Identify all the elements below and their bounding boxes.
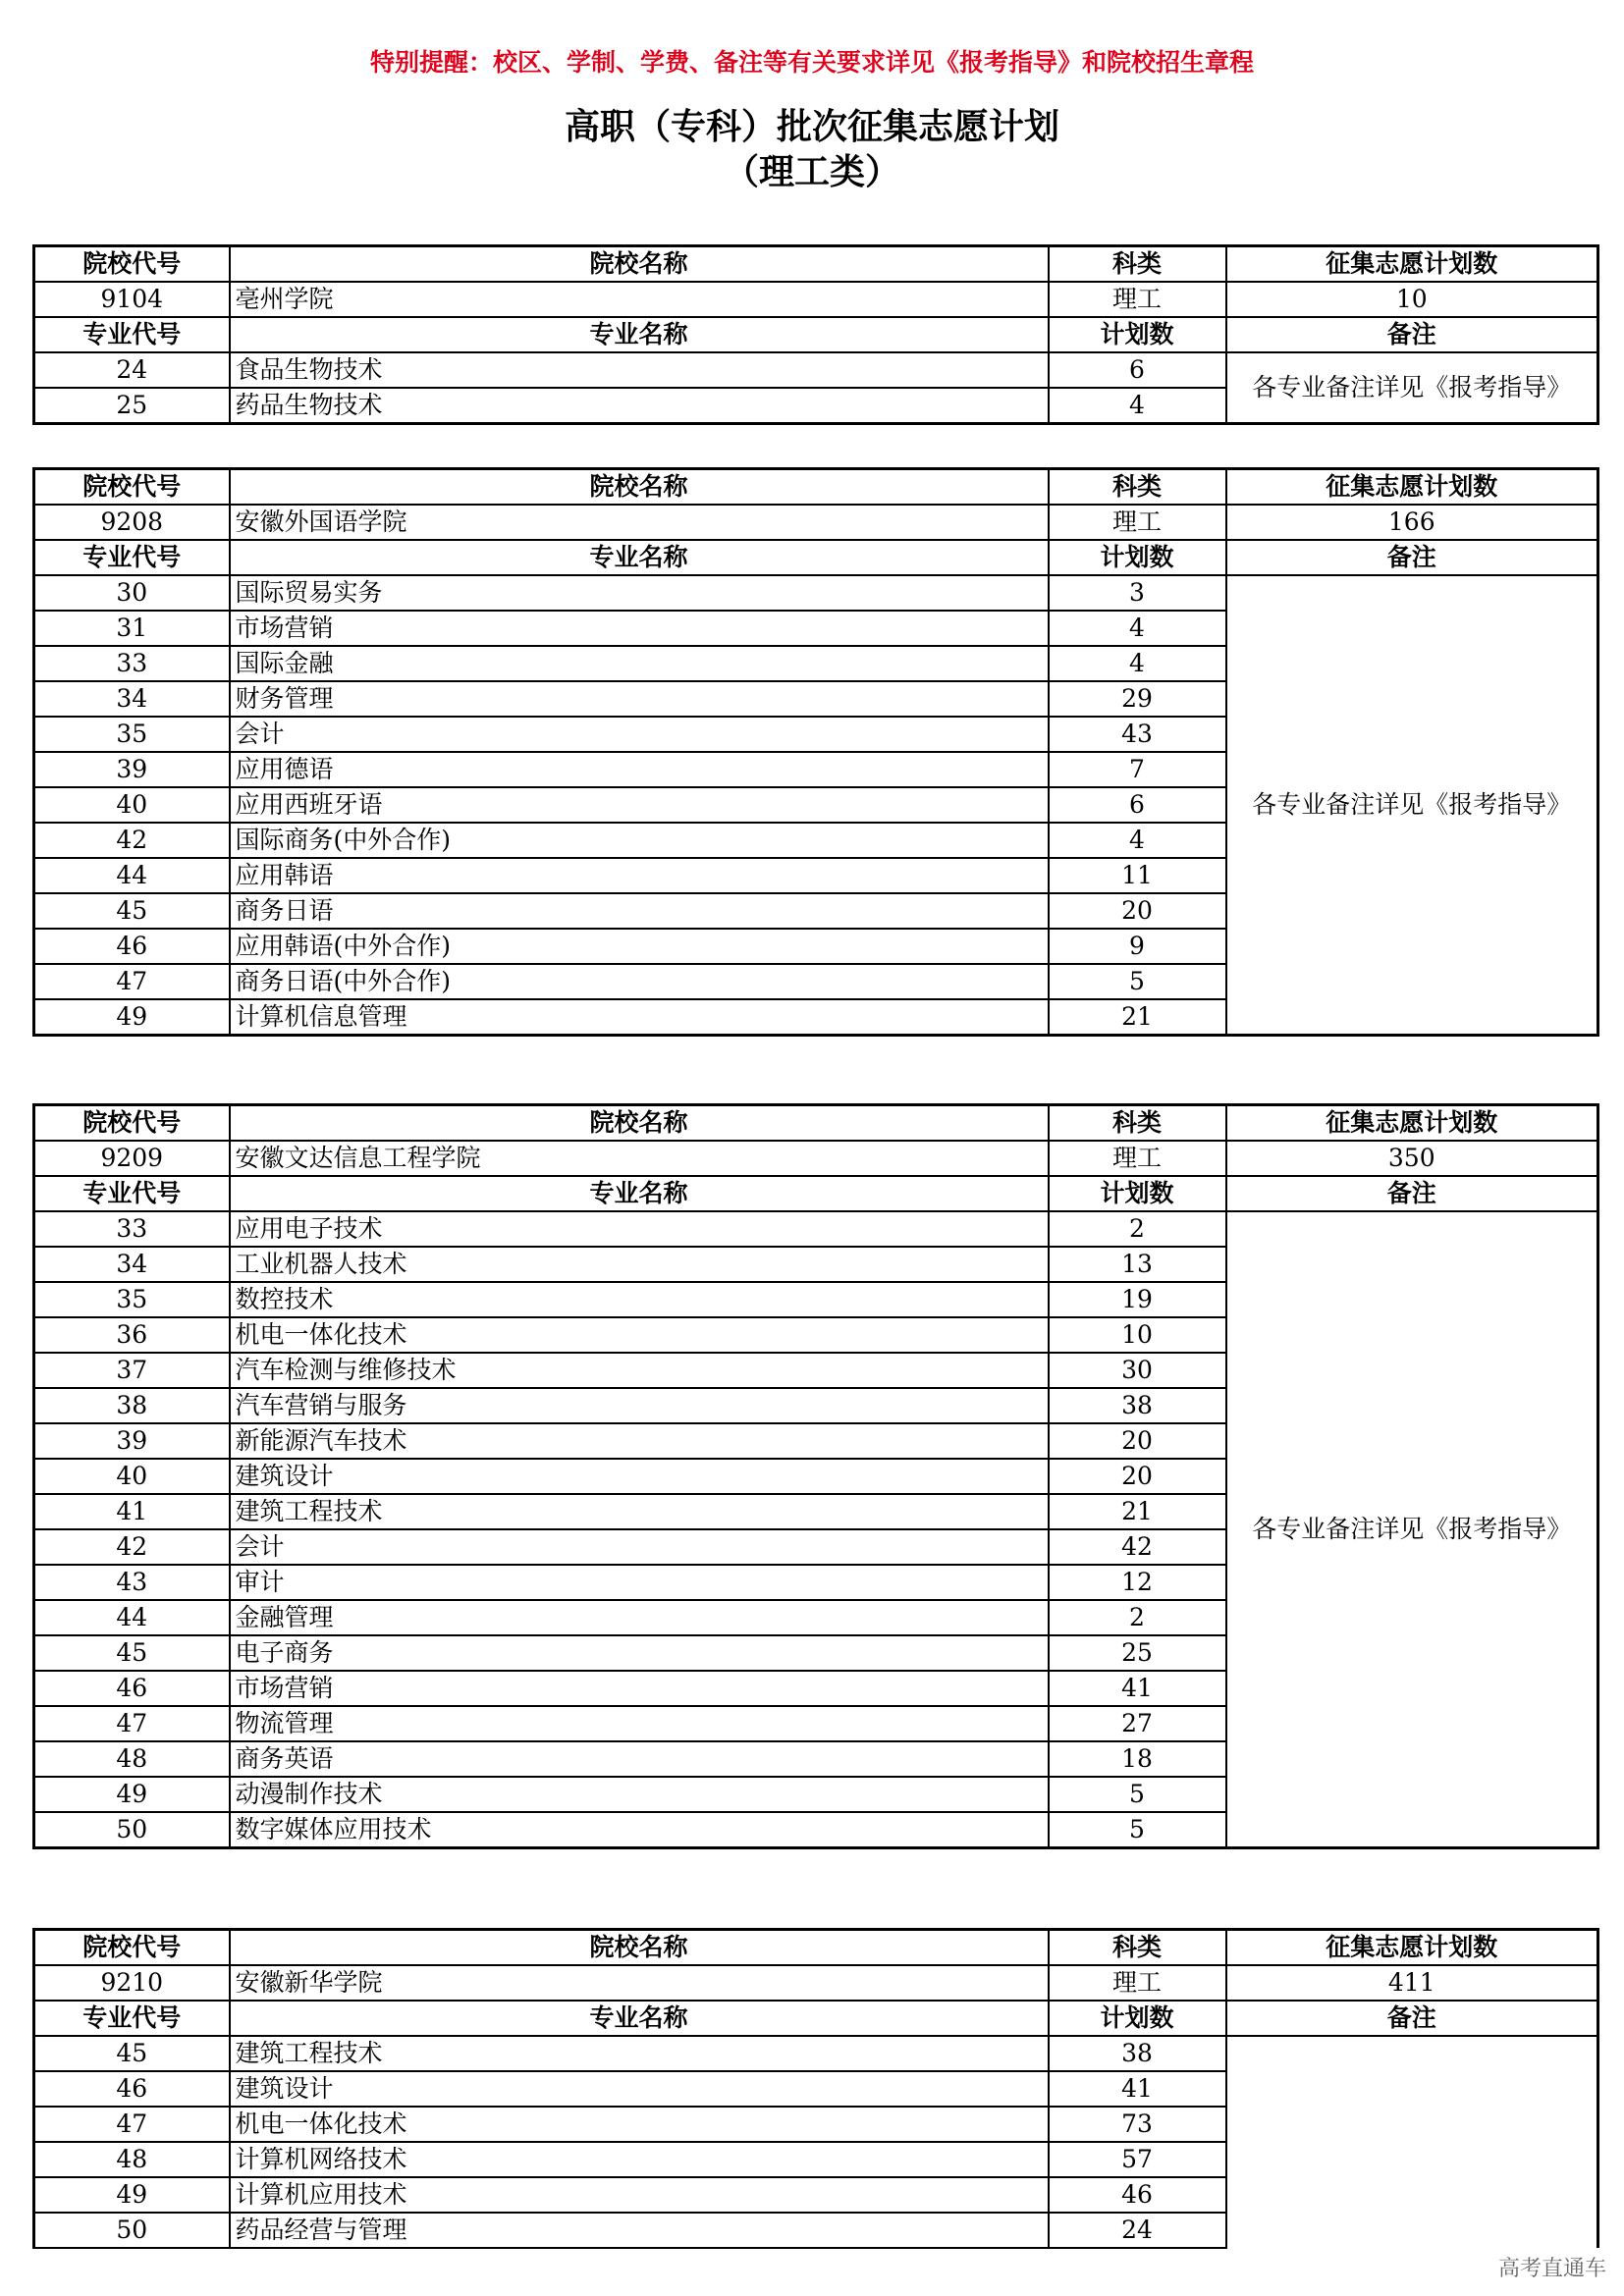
major-name: 建筑工程技术 [230,2036,1049,2071]
plan-count: 19 [1049,1282,1226,1317]
plan-total-header: 征集志愿计划数 [1226,1105,1598,1142]
major-code: 42 [34,823,230,858]
major-name: 动漫制作技术 [230,1777,1049,1812]
major-code: 34 [34,1247,230,1282]
plan-count: 7 [1049,752,1226,787]
remark-cell: 各专业备注详见《报考指导》 [1226,352,1598,424]
major-code: 31 [34,611,230,646]
major-name: 计算机信息管理 [230,999,1049,1036]
school-table [32,1103,1599,1849]
table-row [34,2036,1598,2071]
major-name: 工业机器人技术 [230,1247,1049,1282]
major-name: 建筑设计 [230,2071,1049,2107]
major-name: 商务英语 [230,1741,1049,1777]
school-category: 理工 [1049,505,1226,540]
major-code: 36 [34,1317,230,1353]
major-code: 50 [34,1812,230,1848]
school-name: 安徽新华学院 [230,1965,1049,2001]
major-name: 金融管理 [230,1600,1049,1635]
major-name: 物流管理 [230,1706,1049,1741]
school-plan-total: 10 [1226,282,1598,317]
plan-count: 24 [1049,2213,1226,2248]
major-name-header: 专业名称 [230,2001,1049,2036]
plan-count: 5 [1049,964,1226,999]
major-header-row [34,317,1598,352]
plan-count-header: 计划数 [1049,1176,1226,1211]
special-reminder: 特别提醒：校区、学制、学费、备注等有关要求详见《报考指导》和院校招生章程 [369,48,1254,77]
plan-count: 25 [1049,1635,1226,1671]
major-code: 33 [34,1211,230,1247]
plan-total-header: 征集志愿计划数 [1226,469,1598,506]
school-plan-total: 350 [1226,1141,1598,1176]
plan-count: 42 [1049,1529,1226,1565]
plan-count: 5 [1049,1812,1226,1848]
plan-count: 20 [1049,1459,1226,1494]
major-name: 应用韩语(中外合作) [230,929,1049,964]
plan-count: 6 [1049,352,1226,388]
school-code-header: 院校代号 [34,469,230,506]
plan-count: 38 [1049,1388,1226,1423]
major-code: 44 [34,858,230,893]
plan-count: 73 [1049,2107,1226,2142]
major-name: 财务管理 [230,681,1049,717]
school-table [32,467,1599,1037]
school-name: 安徽外国语学院 [230,505,1049,540]
major-name-header: 专业名称 [230,317,1049,352]
major-name: 商务日语(中外合作) [230,964,1049,999]
major-code: 44 [34,1600,230,1635]
table-row [34,1211,1598,1247]
school-plan-total: 166 [1226,505,1598,540]
major-code-header: 专业代号 [34,1176,230,1211]
school-category: 理工 [1049,282,1226,317]
school-code: 9210 [34,1965,230,2001]
major-name: 应用西班牙语 [230,787,1049,823]
school-name: 安徽文达信息工程学院 [230,1141,1049,1176]
school-code-header: 院校代号 [34,1930,230,1966]
major-code-header: 专业代号 [34,540,230,575]
school-plan-total: 411 [1226,1965,1598,2001]
plan-count: 4 [1049,611,1226,646]
major-code: 45 [34,1635,230,1671]
major-code: 35 [34,717,230,752]
table-row [34,575,1598,611]
remark-header: 备注 [1226,1176,1598,1211]
major-code: 25 [34,388,230,424]
category-header: 科类 [1049,469,1226,506]
plan-total-header: 征集志愿计划数 [1226,1930,1598,1966]
school-header-row [34,1105,1598,1142]
major-code: 41 [34,1494,230,1529]
plan-count: 9 [1049,929,1226,964]
plan-count: 29 [1049,681,1226,717]
remark-header: 备注 [1226,2001,1598,2036]
school-info-row [34,505,1598,540]
plan-count: 41 [1049,2071,1226,2107]
major-code: 47 [34,1706,230,1741]
major-name: 市场营销 [230,1671,1049,1706]
major-code: 48 [34,2142,230,2177]
school-name-header: 院校名称 [230,1105,1049,1142]
major-name: 汽车检测与维修技术 [230,1353,1049,1388]
major-code: 24 [34,352,230,388]
major-name: 计算机应用技术 [230,2177,1049,2213]
major-name: 建筑工程技术 [230,1494,1049,1529]
major-name: 国际贸易实务 [230,575,1049,611]
major-header-row [34,540,1598,575]
major-code: 48 [34,1741,230,1777]
major-code: 30 [34,575,230,611]
remark-header: 备注 [1226,317,1598,352]
plan-count: 2 [1049,1600,1226,1635]
school-table [32,244,1599,425]
major-name: 电子商务 [230,1635,1049,1671]
page-title: 高职（专科）批次征集志愿计划 [564,106,1059,147]
plan-count: 5 [1049,1777,1226,1812]
major-name: 应用德语 [230,752,1049,787]
major-code-header: 专业代号 [34,317,230,352]
school-header-row [34,246,1598,283]
school-code-header: 院校代号 [34,1105,230,1142]
major-code: 39 [34,752,230,787]
plan-count: 20 [1049,1423,1226,1459]
major-name: 机电一体化技术 [230,1317,1049,1353]
major-name: 汽车营销与服务 [230,1388,1049,1423]
plan-count: 11 [1049,858,1226,893]
plan-count: 18 [1049,1741,1226,1777]
major-name: 应用电子技术 [230,1211,1049,1247]
major-code: 37 [34,1353,230,1388]
plan-count: 21 [1049,1494,1226,1529]
major-code-header: 专业代号 [34,2001,230,2036]
plan-count: 12 [1049,1565,1226,1600]
plan-count: 4 [1049,388,1226,424]
school-info-row [34,282,1598,317]
plan-count: 20 [1049,893,1226,929]
major-name: 会计 [230,717,1049,752]
major-name: 食品生物技术 [230,352,1049,388]
major-code: 47 [34,2107,230,2142]
major-name: 数控技术 [230,1282,1049,1317]
major-name: 新能源汽车技术 [230,1423,1049,1459]
remark-cell: 各专业备注详见《报考指导》 [1226,575,1598,1036]
school-category: 理工 [1049,1965,1226,2001]
major-name-header: 专业名称 [230,1176,1049,1211]
remark-cell [1226,2036,1598,2248]
school-code: 9209 [34,1141,230,1176]
plan-total-header: 征集志愿计划数 [1226,246,1598,283]
major-name: 建筑设计 [230,1459,1049,1494]
plan-count: 2 [1049,1211,1226,1247]
major-code: 49 [34,1777,230,1812]
major-name: 国际金融 [230,646,1049,681]
remark-header: 备注 [1226,540,1598,575]
major-code: 40 [34,787,230,823]
school-header-row [34,1930,1598,1966]
plan-count: 21 [1049,999,1226,1036]
major-code: 46 [34,929,230,964]
school-code: 9104 [34,282,230,317]
major-code: 49 [34,999,230,1036]
school-header-row [34,469,1598,506]
major-name: 机电一体化技术 [230,2107,1049,2142]
major-name: 药品生物技术 [230,388,1049,424]
major-header-row [34,2001,1598,2036]
major-code: 43 [34,1565,230,1600]
school-info-row [34,1965,1598,2001]
school-name-header: 院校名称 [230,469,1049,506]
major-code: 45 [34,893,230,929]
plan-count-header: 计划数 [1049,2001,1226,2036]
table-row [34,352,1598,388]
major-name: 市场营销 [230,611,1049,646]
school-name-header: 院校名称 [230,1930,1049,1966]
plan-count: 3 [1049,575,1226,611]
major-code: 42 [34,1529,230,1565]
plan-count: 6 [1049,787,1226,823]
major-name-header: 专业名称 [230,540,1049,575]
major-code: 33 [34,646,230,681]
major-code: 45 [34,2036,230,2071]
category-header: 科类 [1049,1105,1226,1142]
plan-count: 10 [1049,1317,1226,1353]
watermark: 高考直通车 [1497,2257,1606,2281]
plan-count: 43 [1049,717,1226,752]
school-info-row [34,1141,1598,1176]
plan-count: 38 [1049,2036,1226,2071]
page-title-block [0,104,1624,194]
major-name: 数字媒体应用技术 [230,1812,1049,1848]
major-name: 审计 [230,1565,1049,1600]
plan-count: 4 [1049,823,1226,858]
major-code: 35 [34,1282,230,1317]
plan-count: 57 [1049,2142,1226,2177]
major-code: 47 [34,964,230,999]
major-code: 40 [34,1459,230,1494]
major-code: 49 [34,2177,230,2213]
major-code: 39 [34,1423,230,1459]
major-name: 国际商务(中外合作) [230,823,1049,858]
major-header-row [34,1176,1598,1211]
plan-count: 30 [1049,1353,1226,1388]
plan-count: 13 [1049,1247,1226,1282]
plan-count: 27 [1049,1706,1226,1741]
remark-cell: 各专业备注详见《报考指导》 [1226,1211,1598,1848]
major-name: 药品经营与管理 [230,2213,1049,2248]
major-name: 计算机网络技术 [230,2142,1049,2177]
page-subtitle: （理工类） [723,151,900,192]
plan-count: 41 [1049,1671,1226,1706]
plan-count: 46 [1049,2177,1226,2213]
school-name: 亳州学院 [230,282,1049,317]
major-code: 46 [34,2071,230,2107]
major-code: 38 [34,1388,230,1423]
major-code: 50 [34,2213,230,2248]
plan-count: 4 [1049,646,1226,681]
plan-count-header: 计划数 [1049,317,1226,352]
school-category: 理工 [1049,1141,1226,1176]
school-code-header: 院校代号 [34,246,230,283]
major-name: 商务日语 [230,893,1049,929]
plan-count-header: 计划数 [1049,540,1226,575]
major-name: 应用韩语 [230,858,1049,893]
school-name-header: 院校名称 [230,246,1049,283]
major-code: 34 [34,681,230,717]
school-code: 9208 [34,505,230,540]
category-header: 科类 [1049,246,1226,283]
category-header: 科类 [1049,1930,1226,1966]
major-name: 会计 [230,1529,1049,1565]
school-table [32,1928,1599,2249]
major-code: 46 [34,1671,230,1706]
